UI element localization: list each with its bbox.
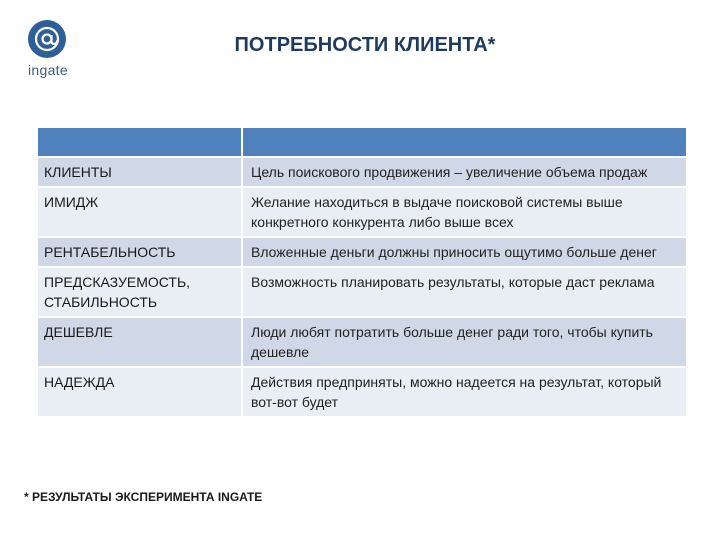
page-title: ПОТРЕБНОСТИ КЛИЕНТА* <box>234 34 496 56</box>
row-label: РЕНТАБЕЛЬНОСТЬ <box>37 237 242 267</box>
row-value: Желание находиться в выдаче поисковой системы выше конкретного конкурента либо выше всех <box>242 187 687 237</box>
row-value: Цель поискового продвижения – увеличение объема продаж <box>242 157 687 187</box>
row-label: НАДЕЖДА <box>37 367 242 417</box>
row-value: Возможность планировать результаты, которые даст реклама <box>242 267 687 317</box>
row-value: Действия предприняты, можно надеется на результат, который вот-вот будет <box>242 367 687 417</box>
table-row <box>37 317 687 367</box>
table-row <box>37 237 687 267</box>
row-label: КЛИЕНТЫ <box>37 157 242 187</box>
row-label: ПРЕДСКАЗУЕМОСТЬ, СТАБИЛЬНОСТЬ <box>37 267 242 317</box>
row-label: ИМИДЖ <box>37 187 242 237</box>
footnote: * РЕЗУЛЬТАТЫ ЭКСПЕРИМЕНТА INGATE <box>24 490 263 504</box>
row-value: Люди любят потратить больше денег ради того, чтобы купить дешевле <box>242 317 687 367</box>
at-sign-icon <box>28 20 66 58</box>
table-row <box>37 367 687 417</box>
table-row <box>37 187 687 237</box>
table-header-cell-1 <box>37 127 242 157</box>
table-row <box>37 157 687 187</box>
row-label: ДЕШЕВЛЕ <box>37 317 242 367</box>
table-header-row <box>37 127 687 157</box>
logo-text: ingate <box>28 62 68 78</box>
table-row <box>37 267 687 317</box>
table-header-cell-2 <box>242 127 687 157</box>
ingate-logo <box>20 20 76 82</box>
row-value: Вложенные деньги должны приносить ощутимо больше денег <box>242 237 687 267</box>
needs-table <box>36 126 688 418</box>
